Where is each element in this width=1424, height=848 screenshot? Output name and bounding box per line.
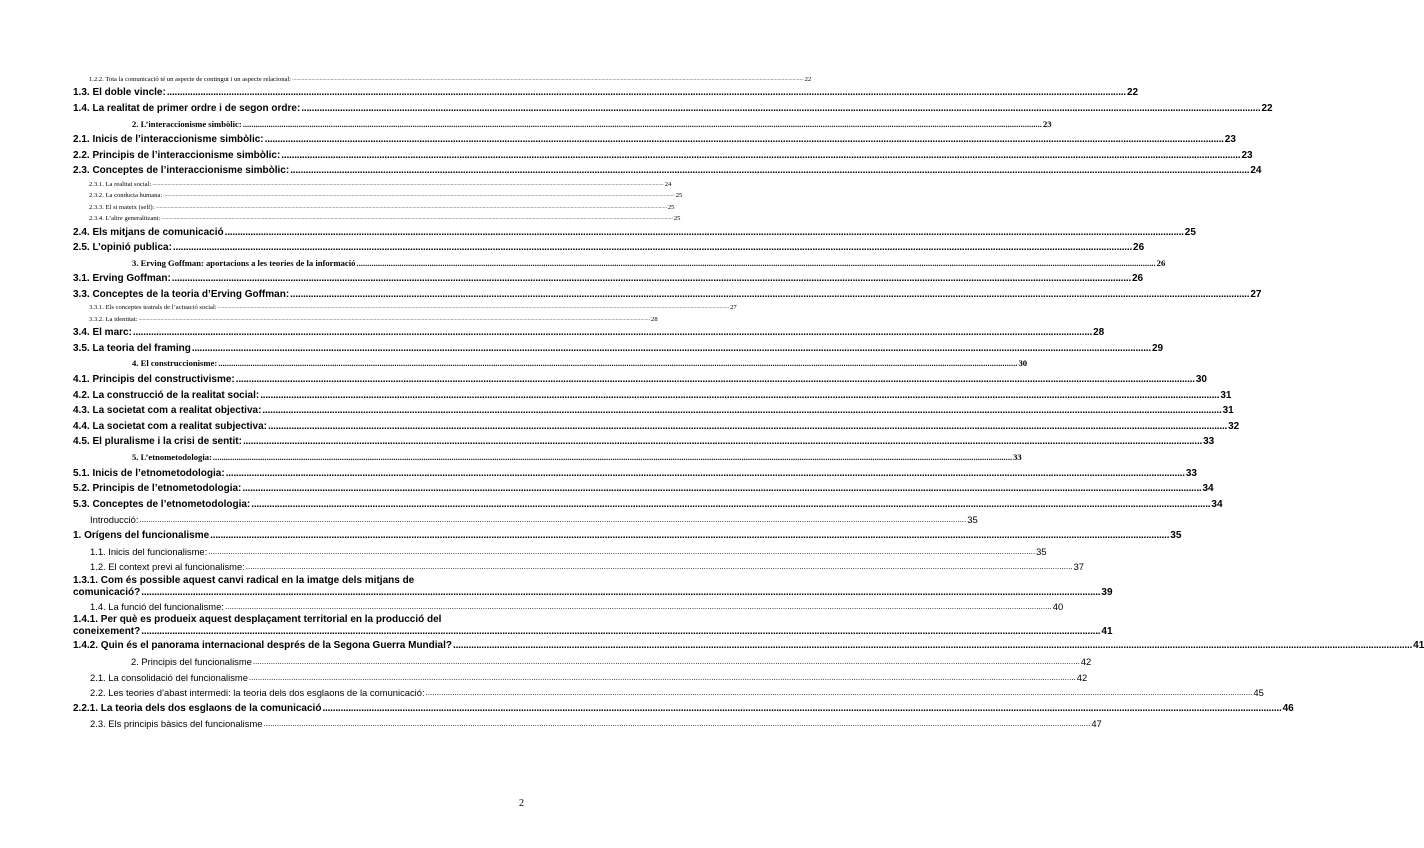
toc-entry-page: 34 bbox=[1202, 483, 1214, 495]
toc-entry[interactable] bbox=[73, 148, 1253, 164]
toc-entry-page: 26 bbox=[1133, 242, 1145, 254]
toc-entry-page: 25 bbox=[673, 215, 681, 223]
toc-entry-title: 2.2. Principis de l’interaccionisme simbòlic: bbox=[73, 149, 281, 161]
toc-entry[interactable] bbox=[73, 240, 1145, 256]
toc-entry-title: 3. Erving Goffman: aportacions a les teories de la informació bbox=[132, 257, 356, 268]
toc-entry-page: 22 bbox=[1261, 102, 1273, 114]
toc-entry[interactable] bbox=[73, 654, 1092, 670]
toc-leader-dots bbox=[192, 341, 1151, 357]
toc-entry-title: 1.1. Inicis del funcionalisme: bbox=[90, 545, 208, 557]
toc-entry-title: 2.3.2. La conducta humana: bbox=[89, 192, 163, 200]
toc-entry[interactable] bbox=[73, 544, 1047, 560]
toc-entry[interactable] bbox=[73, 716, 1102, 732]
toc-leader-dots bbox=[292, 74, 804, 85]
toc-leader-dots bbox=[155, 202, 667, 213]
toc-entry-page: 28 bbox=[651, 315, 658, 323]
toc-entry-title: 1.3. El doble vincle: bbox=[73, 87, 166, 99]
toc-entry-title: 4.5. El pluralisme i la crisi de sentit: bbox=[73, 436, 242, 448]
toc-entry-title: 4. El construccionisme: bbox=[132, 358, 218, 369]
toc-entry-page: 34 bbox=[1211, 498, 1223, 510]
toc-entry[interactable] bbox=[73, 512, 978, 528]
toc-leader-dots bbox=[322, 701, 1281, 717]
toc-entry-page: 23 bbox=[1224, 134, 1236, 146]
toc-entry-title: 2.3.1. La realitat social: bbox=[89, 180, 152, 188]
toc-leader-dots bbox=[281, 148, 1240, 164]
toc-entry-page: 30 bbox=[1018, 358, 1028, 369]
toc-entry[interactable] bbox=[73, 190, 683, 201]
toc-entry-title: 2.4. Els mitjans de comunicació bbox=[73, 226, 224, 238]
toc-leader-dots bbox=[290, 163, 1249, 179]
toc-leader-dots bbox=[173, 240, 1132, 256]
toc-entry[interactable] bbox=[73, 287, 1262, 303]
toc-entry[interactable] bbox=[73, 614, 1113, 638]
toc-entry-title: 5.1. Inicis de l’etnometodologia: bbox=[73, 467, 225, 479]
toc-leader-dots bbox=[243, 117, 1042, 133]
toc-entry[interactable] bbox=[73, 225, 1196, 241]
toc-entry-page: 33 bbox=[1203, 436, 1215, 448]
toc-leader-dots bbox=[210, 528, 1169, 544]
toc-entry-page: 40 bbox=[1052, 600, 1064, 612]
toc-entry[interactable] bbox=[73, 403, 1234, 419]
toc-leader-dots bbox=[265, 132, 1224, 148]
toc-entry[interactable] bbox=[73, 670, 1088, 686]
toc-leader-dots bbox=[208, 544, 1035, 560]
toc-entry-page: 22 bbox=[1126, 87, 1139, 99]
toc-entry-page: 31 bbox=[1220, 389, 1232, 401]
toc-entry-title: 4.1. Principis del constructivisme: bbox=[73, 374, 235, 386]
toc-entry-title: 1.4.2. Quin és el panorama internacional després de la Segona Guerra Mundial? bbox=[73, 640, 453, 652]
toc-leader-dots bbox=[242, 481, 1201, 497]
toc-leader-dots bbox=[141, 626, 1100, 638]
toc-entry[interactable] bbox=[73, 638, 1424, 654]
toc-leader-dots bbox=[268, 419, 1227, 435]
toc-leader-dots bbox=[161, 213, 673, 224]
toc-entry-title: 3.5. La teoria del framing bbox=[73, 342, 191, 354]
toc-leader-dots bbox=[167, 85, 1126, 101]
toc-leader-dots bbox=[225, 225, 1184, 241]
toc-entry-title: Introducció: bbox=[90, 514, 139, 526]
toc-entry-page: 25 bbox=[675, 192, 683, 200]
toc-entry-page: 30 bbox=[1195, 374, 1207, 386]
toc-entry-title: 3.3.2. La identitat: bbox=[89, 315, 138, 323]
toc-entry-page: 26 bbox=[1156, 257, 1166, 268]
toc-entry-page: 22 bbox=[804, 75, 812, 83]
toc-entry-page: 42 bbox=[1076, 671, 1088, 683]
toc-entry-page: 23 bbox=[1241, 149, 1253, 161]
toc-entry[interactable] bbox=[73, 163, 1262, 179]
toc-entry-page: 42 bbox=[1080, 655, 1092, 667]
toc-entry[interactable] bbox=[73, 388, 1232, 404]
toc-entry[interactable] bbox=[73, 302, 737, 313]
toc-entry-page: 41 bbox=[1101, 626, 1113, 638]
toc-entry-title: 4.2. La construcció de la realitat social: bbox=[73, 389, 260, 401]
toc-entry[interactable] bbox=[73, 450, 1022, 466]
toc-entry-title: 2.3.3. El si mateix (self): bbox=[89, 203, 155, 211]
toc-entry-title: 2.2. Les teories d’abast intermedi: la teoria dels dos esglaons de la comunicació: bbox=[90, 687, 425, 699]
toc-entry-page: 47 bbox=[1091, 718, 1102, 730]
toc-entry-title-continued: coneixement? bbox=[73, 626, 141, 638]
toc-entry-title: 5.2. Principis de l’etnometodologia: bbox=[73, 483, 242, 495]
toc-entry[interactable] bbox=[73, 213, 681, 224]
toc-entry-page: 25 bbox=[1184, 226, 1196, 238]
toc-entry-page: 28 bbox=[1093, 327, 1105, 339]
toc-entry-title: 1.2. El context previ al funcionalisme: bbox=[90, 561, 245, 573]
toc-entry[interactable] bbox=[73, 599, 1064, 615]
toc-entry-page: 35 bbox=[1170, 529, 1182, 541]
toc-entry-title-continued: comunicació? bbox=[73, 586, 141, 598]
toc-leader-dots bbox=[213, 450, 1012, 466]
toc-entry-title: 2.2.1. La teoria dels dos esglaons de la comunicació bbox=[73, 702, 322, 714]
toc-entry-title: 3.4. El marc: bbox=[73, 327, 132, 339]
toc-entry-page: 35 bbox=[967, 514, 978, 526]
toc-entry-page: 24 bbox=[1250, 165, 1262, 177]
toc-entry[interactable] bbox=[73, 179, 672, 190]
toc-entry-title: 2.3. Conceptes de l’interaccionisme simbòlic: bbox=[73, 165, 290, 177]
toc-entry[interactable] bbox=[73, 132, 1236, 148]
toc-entry-title: 1.4.1. Per què es produeix aquest desplaçament territorial en la producció del bbox=[73, 614, 442, 626]
toc-entry-title: 2.3. Els principis bàsics del funcionalisme bbox=[90, 718, 263, 730]
toc-entry-page: 35 bbox=[1036, 545, 1047, 557]
toc-leader-dots bbox=[236, 372, 1195, 388]
toc-leader-dots bbox=[218, 356, 1017, 372]
toc-leader-dots bbox=[453, 638, 1412, 654]
toc-entry[interactable] bbox=[73, 356, 1028, 372]
toc-leader-dots bbox=[243, 434, 1202, 450]
toc-entry-page: 31 bbox=[1222, 405, 1234, 417]
table-of-contents bbox=[73, 74, 1424, 732]
toc-entry[interactable] bbox=[73, 256, 1166, 272]
toc-entry[interactable] bbox=[73, 574, 1113, 599]
toc-entry-page: 37 bbox=[1073, 561, 1085, 573]
toc-entry-page: 41 bbox=[1413, 640, 1424, 652]
toc-entry-page: 39 bbox=[1101, 586, 1113, 598]
toc-entry[interactable] bbox=[73, 528, 1182, 544]
toc-entry-title: 2.5. L’opinió publica: bbox=[73, 242, 172, 254]
toc-leader-dots bbox=[262, 403, 1221, 419]
toc-entry-title: 1. Orígens del funcionalisme bbox=[73, 529, 210, 541]
toc-entry[interactable] bbox=[73, 685, 1264, 701]
toc-entry-page: 32 bbox=[1228, 420, 1240, 432]
toc-entry[interactable] bbox=[73, 434, 1215, 450]
toc-entry-title: 4.4. La societat com a realitat subjectiva: bbox=[73, 420, 267, 432]
toc-entry-page: 25 bbox=[667, 203, 675, 211]
toc-entry-title: 1.2.2. Tota la comunicació té un aspecte de contingut i un aspecte relacional: bbox=[89, 75, 292, 83]
toc-entry-page: 27 bbox=[730, 304, 737, 312]
toc-leader-dots bbox=[218, 302, 730, 313]
toc-entry[interactable] bbox=[73, 314, 658, 325]
toc-entry[interactable] bbox=[73, 341, 1164, 357]
toc-entry-page: 33 bbox=[1185, 467, 1197, 479]
toc-entry-title: 2.1. La consolidació del funcionalisme bbox=[90, 671, 248, 683]
toc-leader-dots bbox=[290, 287, 1249, 303]
toc-leader-dots bbox=[139, 512, 966, 528]
toc-leader-dots bbox=[253, 654, 1080, 670]
toc-entry-page: 29 bbox=[1151, 342, 1164, 354]
toc-entry-title: 2. Principis del funcionalisme bbox=[131, 655, 252, 667]
toc-leader-dots bbox=[133, 325, 1092, 341]
toc-entry[interactable] bbox=[73, 419, 1240, 435]
toc-entry[interactable] bbox=[73, 559, 1085, 575]
toc-entry-page: 26 bbox=[1131, 273, 1144, 285]
toc-leader-dots bbox=[152, 179, 664, 190]
toc-entry[interactable] bbox=[73, 325, 1105, 341]
toc-entry-title: 3.3. Conceptes de la teoria d’Erving Goffman: bbox=[73, 288, 290, 300]
page-number: 2 bbox=[519, 798, 524, 809]
toc-leader-dots bbox=[249, 670, 1076, 686]
toc-leader-dots bbox=[356, 256, 1155, 272]
toc-entry-page: 24 bbox=[664, 180, 672, 188]
toc-entry-page: 23 bbox=[1042, 118, 1052, 129]
toc-entry[interactable] bbox=[73, 701, 1294, 717]
toc-leader-dots bbox=[246, 559, 1073, 575]
toc-entry[interactable] bbox=[73, 372, 1207, 388]
toc-entry-title: 2.1. Inicis de l’interaccionisme simbòlic: bbox=[73, 134, 264, 146]
toc-leader-dots bbox=[139, 314, 651, 325]
toc-entry-title: 3.1. Erving Goffman: bbox=[73, 273, 171, 285]
toc-entry-title: 5. L’etnometodologia: bbox=[132, 452, 212, 463]
toc-entry-title: 3.3.1. Els conceptes teatrals de l’actuació social: bbox=[89, 304, 217, 312]
toc-leader-dots bbox=[426, 685, 1253, 701]
toc-leader-dots bbox=[263, 716, 1090, 732]
toc-entry-title: 5.3. Conceptes de l’etnometodologia: bbox=[73, 498, 251, 510]
toc-leader-dots bbox=[260, 388, 1219, 404]
toc-entry[interactable] bbox=[73, 497, 1223, 513]
toc-entry[interactable] bbox=[73, 85, 1139, 101]
toc-leader-dots bbox=[301, 101, 1260, 117]
toc-entry-page: 27 bbox=[1250, 288, 1262, 300]
toc-entry[interactable] bbox=[73, 202, 675, 213]
toc-entry[interactable] bbox=[73, 74, 812, 85]
toc-entry-page: 45 bbox=[1253, 687, 1264, 699]
toc-entry[interactable] bbox=[73, 271, 1144, 287]
toc-entry-title: 4.3. La societat com a realitat objectiva: bbox=[73, 405, 262, 417]
toc-leader-dots bbox=[251, 497, 1210, 513]
toc-entry-title: 1.3.1. Com és possible aquest canvi radical en la imatge dels mitjans de bbox=[73, 574, 415, 586]
toc-entry[interactable] bbox=[73, 101, 1273, 117]
toc-entry-page: 33 bbox=[1013, 452, 1022, 463]
toc-leader-dots bbox=[163, 190, 675, 201]
toc-entry-title: 1.4. La funció del funcionalisme: bbox=[90, 600, 224, 612]
toc-entry-title: 2. L’interaccionisme simbòlic: bbox=[132, 118, 242, 129]
toc-entry-title: 2.3.4. L’altre generalitzant: bbox=[89, 215, 161, 223]
toc-leader-dots bbox=[141, 587, 1100, 599]
toc-leader-dots bbox=[226, 466, 1185, 482]
toc-entry[interactable] bbox=[73, 466, 1197, 482]
toc-entry[interactable] bbox=[73, 481, 1214, 497]
toc-leader-dots bbox=[225, 599, 1052, 615]
toc-entry[interactable] bbox=[73, 117, 1052, 133]
toc-entry-title: 1.4. La realitat de primer ordre i de segon ordre: bbox=[73, 102, 301, 114]
toc-leader-dots bbox=[172, 271, 1131, 287]
toc-entry-page: 46 bbox=[1282, 702, 1294, 714]
